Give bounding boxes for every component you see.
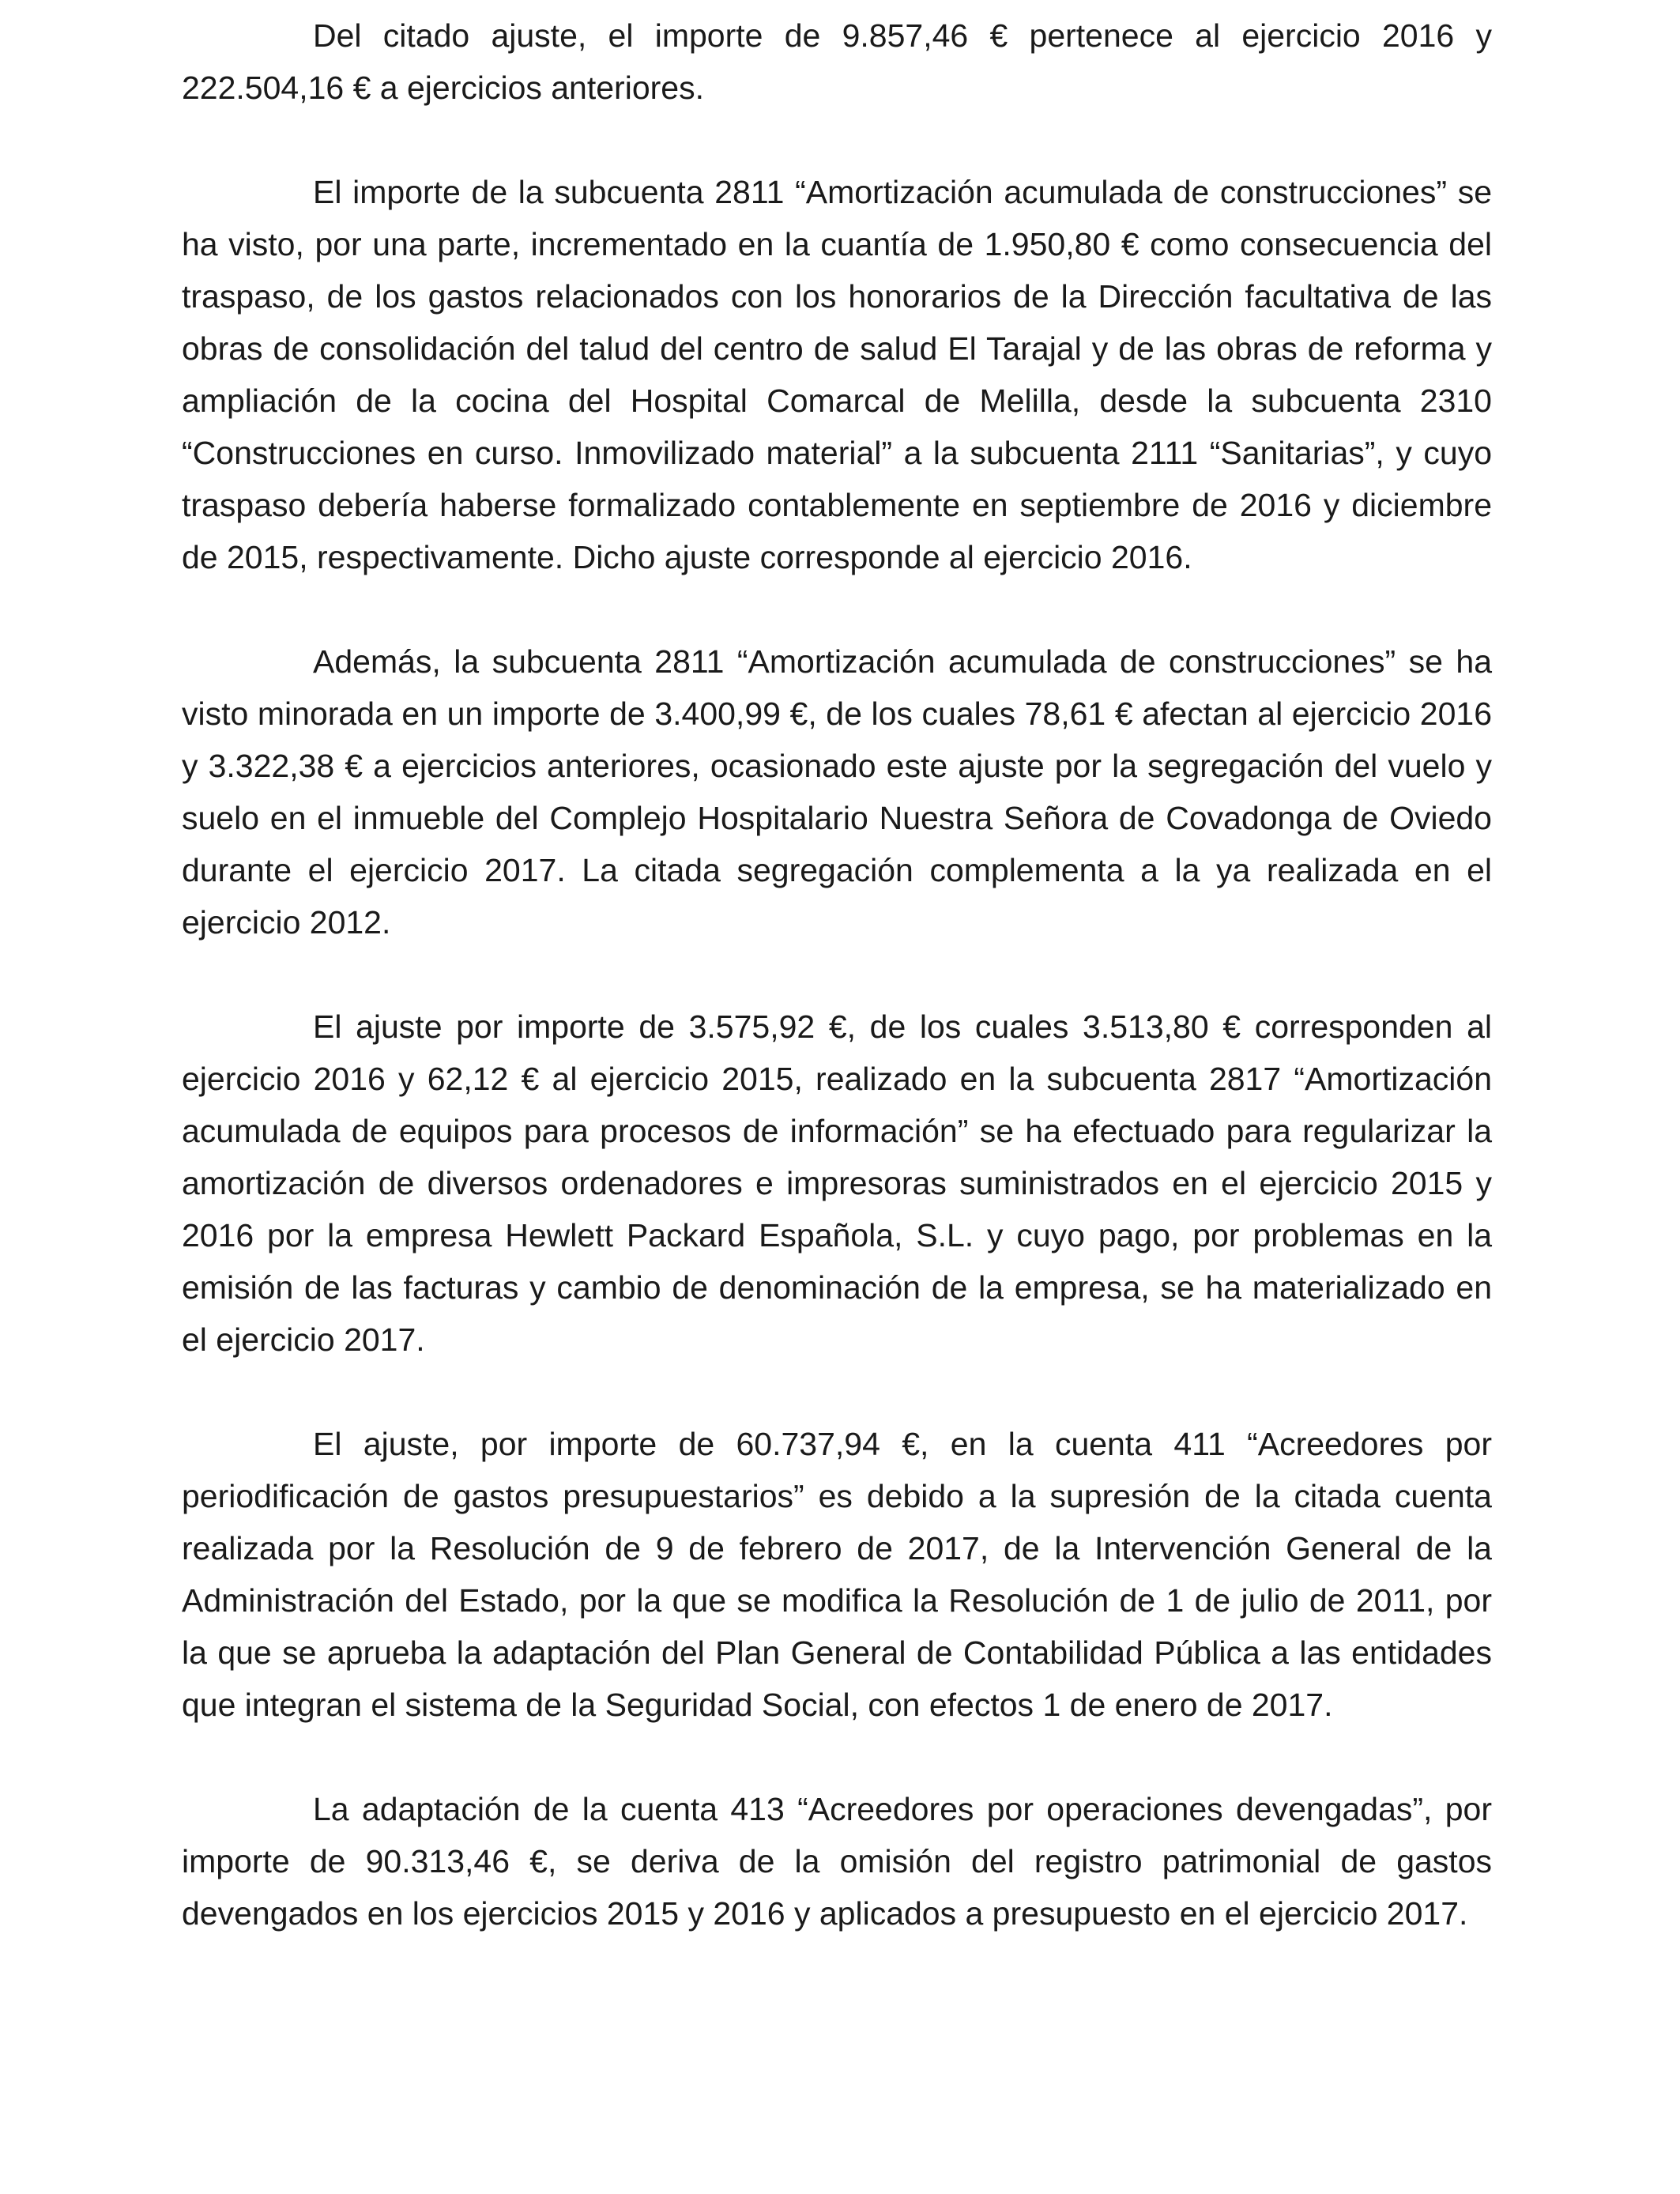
paragraph-1: Del citado ajuste, el importe de 9.857,46 € pertenece al ejercicio 2016 y 222.504,16 € a ejercicios anteriores. [182, 17, 1492, 106]
document-body [182, 9, 1492, 1992]
paragraph-4: El ajuste por importe de 3.575,92 €, de los cuales 3.513,80 € corresponden al ejercicio 2016 y 62,12 € al ejercicio 2015, realizado en la subcuenta 2817 “Amortización acumulada de equipos para procesos de información” se ha efectuado para regularizar la amortización de diversos ordenadores e impresoras suministrados en el ejercicio 2015 y 2016 por la empresa Hewlett Packard Española, S.L. y cuyo pago, por problemas en la emisión de las facturas y cambio de denominación de la empresa, se ha materializado en el ejercicio 2017. [182, 1008, 1492, 1358]
paragraph-3: Además, la subcuenta 2811 “Amortización acumulada de construcciones” se ha visto minorada en un importe de 3.400,99 €, de los cuales 78,61 € afectan al ejercicio 2016 y 3.322,38 € a ejercicios anteriores, ocasionado este ajuste por la segregación del vuelo y suelo en el inmueble del Complejo Hospitalario Nuestra Señora de Covadonga de Oviedo durante el ejercicio 2017. La citada segregación complementa a la ya realizada en el ejercicio 2012. [182, 643, 1492, 941]
paragraph-6: La adaptación de la cuenta 413 “Acreedores por operaciones devengadas”, por importe de 90.313,46 €, se deriva de la omisión del registro patrimonial de gastos devengados en los ejercicios 2015 y 2016 y aplicados a presupuesto en el ejercicio 2017. [182, 1791, 1492, 1932]
paragraph-2: El importe de la subcuenta 2811 “Amortización acumulada de construcciones” se ha visto, por una parte, incrementado en la cuantía de 1.950,80 € como consecuencia del traspaso, de los gastos relacionados con los honorarios de la Dirección facultativa de las obras de consolidación del talud del centro de salud El Tarajal y de las obras de reforma y ampliación de la cocina del Hospital Comarcal de Melilla, desde la subcuenta 2310 “Construcciones en curso. Inmovilizado material” a la subcuenta 2111 “Sanitarias”, y cuyo traspaso debería haberse formalizado contablemente en septiembre de 2016 y diciembre de 2015, respectivamente. Dicho ajuste corresponde al ejercicio 2016. [182, 174, 1492, 575]
paragraph-5: El ajuste, por importe de 60.737,94 €, en la cuenta 411 “Acreedores por periodificación de gastos presupuestarios” es debido a la supresión de la citada cuenta realizada por la Resolución de 9 de febrero de 2017, de la Intervención General de la Administración del Estado, por la que se modifica la Resolución de 1 de julio de 2011, por la que se aprueba la adaptación del Plan General de Contabilidad Pública a las entidades que integran el sistema de la Seguridad Social, con efectos 1 de enero de 2017. [182, 1426, 1492, 1723]
